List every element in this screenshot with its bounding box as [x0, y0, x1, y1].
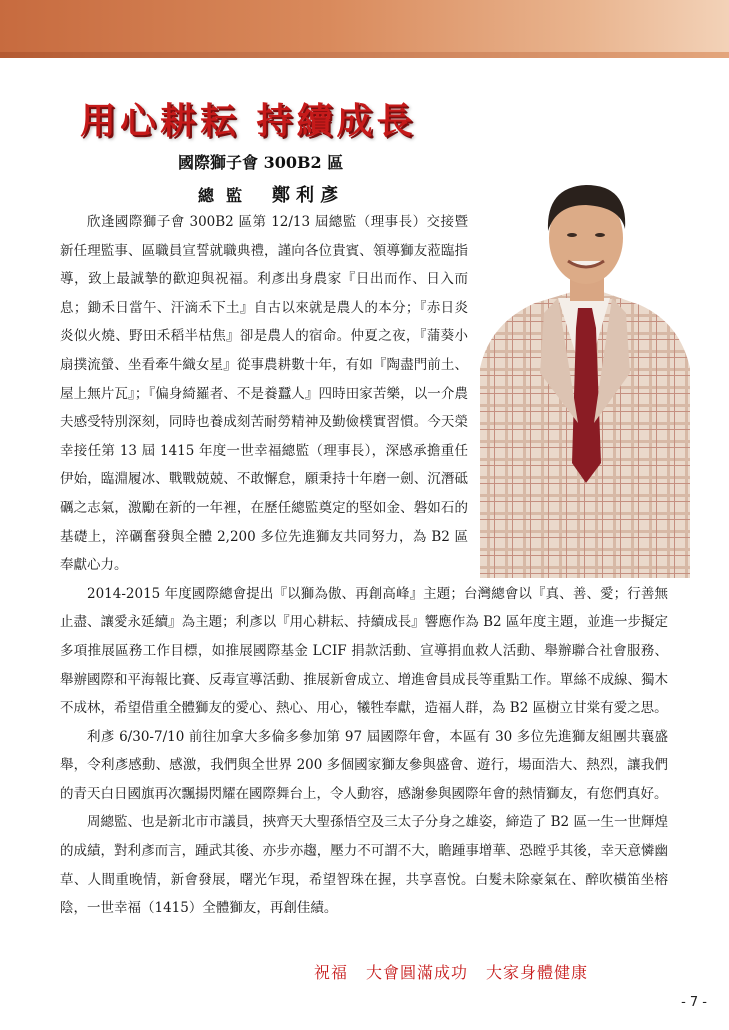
article-subtitle: 國際獅子會 300B2 區 [178, 153, 344, 172]
paragraph: 周總監、也是新北市市議員，挾齊天大聖孫悟空及三太子分身之雄姿，締造了 B2 區一生一世輝煌的成績，對利彥而言，踵武其後、亦步亦趨，壓力不可謂不大，瞻踵事增華、恐瞠乎其後，幸天意憐幽草、人間重晚情，新會發展，曙光乍現，希望智珠在握，共享喜悅。白髮未除豪氣在、醉吹橫笛坐榕陰，一世幸福（1415）全體獅友，再創佳績。 [60, 814, 668, 917]
article-title: 用心耕耘 持續成長 [80, 100, 417, 142]
author-role: 總監 [198, 186, 255, 205]
header-band [0, 0, 729, 58]
closing-greeting [314, 960, 606, 983]
paragraph: 利彥 6/30-7/10 前往加拿大多倫多參加第 97 屆國際年會，本區有 30 多位先進獅友組團共襄盛舉，令利彥感動、感激，我們與全世界 200 多個國家獅友參與盛會、遊行，場面浩大、熱烈，讓我們的青天白日國旗再次飄揚閃耀在國際舞台上，令人動容，感謝參與國際年會的熱情獅友，有您們真好。 [60, 728, 668, 802]
author-name: 鄭利彥 [272, 185, 345, 206]
author-line [198, 181, 344, 207]
page-number: - 7 - [681, 995, 707, 1010]
article-body [60, 208, 668, 923]
closing-part: 大家身體健康 [486, 963, 589, 982]
paragraph: 欣逢國際獅子會 300B2 區第 12/13 屆總監（理事長）交接暨新任理監事、區職員宣誓就職典禮，謹向各位貴賓、領導獅友蒞臨指導，致上最誠摯的歡迎與祝福。利彥出身農家『日出而作、日入而息；鋤禾日當午、汗滴禾下土』自古以來就是農人的本分；『赤日炎炎似火燒、野田禾稻半枯焦』卻是農人的宿命。仲夏之夜，『蒲葵小扇撲流螢、坐看牽牛織女星』從事農耕數十年，有如『陶盡門前土、屋上無片瓦』；『偏身綺羅者、不是養蠶人』四時田家苦樂，以一介農夫感受特別深刻，同時也養成刻苦耐勞精神及勤儉樸實習慣。今天榮幸接任第 13 屆 1415 年度一世幸福總監（理事長），深感承擔重任伊始，臨淵履冰、戰戰兢兢、不敢懈怠，願秉持十年磨一劍、沉潛砥礪之志氣，激勵在新的一年裡，在歷任總監奠定的堅如金、磐如石的基礎上，淬礪奮發與全體 2,200 多位先進獅友共同努力，為 B2 區奉獻心力。 [60, 214, 468, 574]
closing-part: 祝福 [314, 963, 349, 982]
closing-part: 大會圓滿成功 [366, 963, 469, 982]
paragraph: 2014-2015 年度國際總會提出『以獅為傲、再創高峰』主題；台灣總會以『真、善、愛；行善無止盡、讓愛永延續』為主題；利彥以『用心耕耘、持續成長』響應作為 B2 區年度主題，並進一步擬定多項推展區務工作目標，如推展國際基金 LCIF 捐款活動、宣導捐血救人活動、舉辦聯合社會服務、舉辦國際和平海報比賽、反毒宣導活動、推展新會成立、增進會員成長等重點工作。單絲不成線、獨木不成林，希望借重全體獅友的愛心、熱心、用心，犧牲奉獻，造福人群，為 B2 區樹立甘棠有愛之思。 [60, 585, 668, 717]
